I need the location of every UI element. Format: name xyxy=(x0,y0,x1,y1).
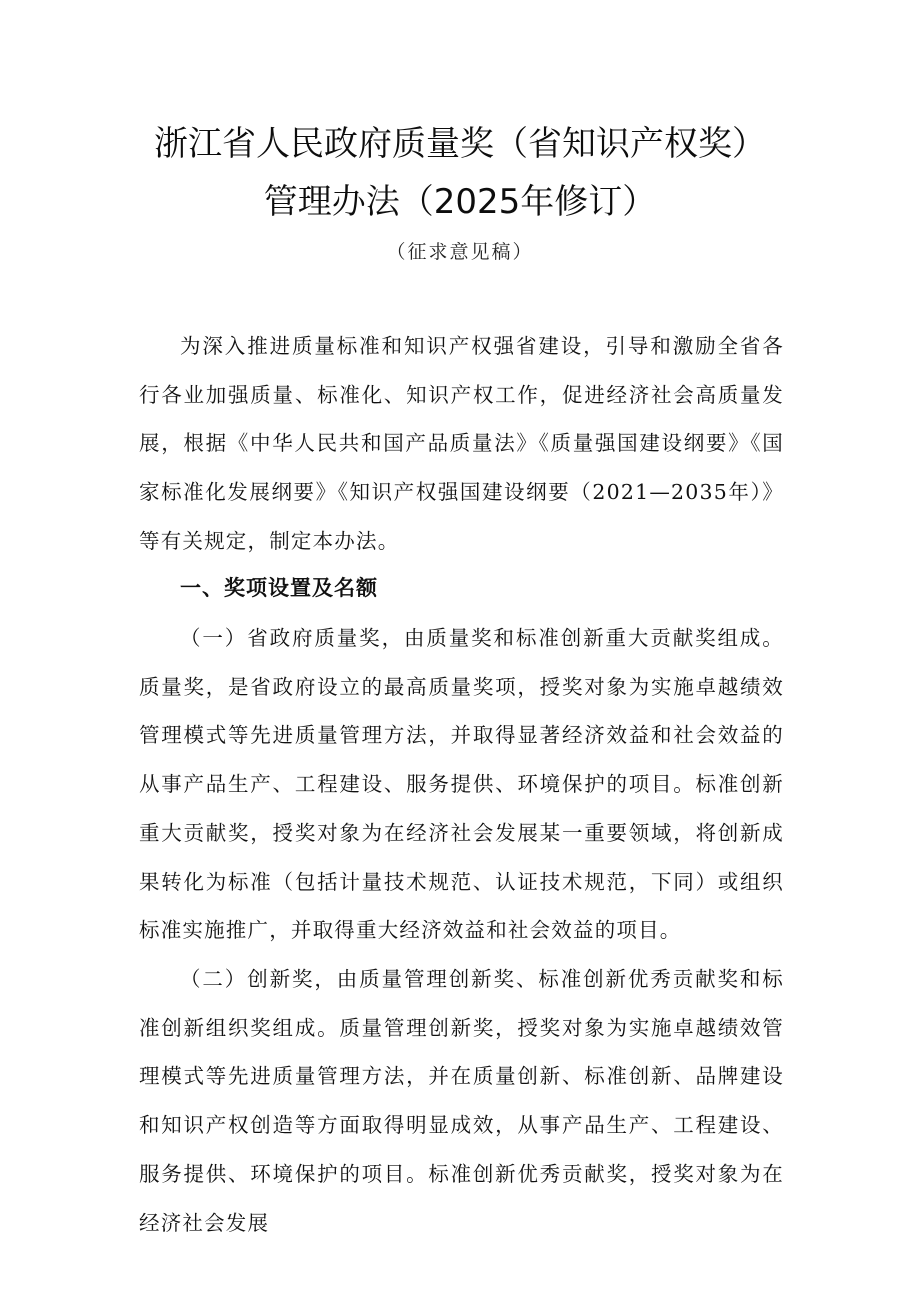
section1-heading: 一、奖项设置及名额 xyxy=(180,576,378,600)
document-subtitle: （征求意见稿） xyxy=(386,241,534,263)
section1-item1-block xyxy=(139,614,784,955)
document-title-line2: 管理办法（2025年修订） xyxy=(263,182,657,222)
section1-item1-paragraph: （一）省政府质量奖，由质量奖和标准创新重大贡献奖组成。质量奖，是省政府设立的最高质量奖项，授奖对象为实施卓越绩效管理模式等先进质量管理方法，并取得显著经济效益和社会效益的从事产品生产、工程建设、服务提供、环境保护的项目。标准创新重大贡献奖，授奖对象为在经济社会发展某一重要领域，将创新成果转化为标准（包括计量技术规范、认证技术规范，下同）或组织标准实施推广，并取得重大经济效益和社会效益的项目。 xyxy=(139,626,784,943)
section1-item2-block xyxy=(139,955,784,1247)
intro-section xyxy=(139,322,784,566)
section1-item2-paragraph: （二）创新奖，由质量管理创新奖、标准创新优秀贡献奖和标准创新组织奖组成。质量管理创新奖，授奖对象为实施卓越绩效管理模式等先进质量管理方法，并在质量创新、标准创新、品牌建设和知识产权创造等方面取得明显成效，从事产品生产、工程建设、服务提供、环境保护的项目。标准创新优秀贡献奖，授奖对象为在经济社会发展 xyxy=(139,967,784,1235)
document-title-line1: 浙江省人民政府质量奖（省知识产权奖） xyxy=(154,124,766,164)
intro-paragraph: 为深入推进质量标准和知识产权强省建设，引导和激励全省各行各业加强质量、标准化、知识产权工作，促进经济社会高质量发展，根据《中华人民共和国产品质量法》《质量强国建设纲要》《国家标准化发展纲要》《知识产权强国建设纲要（2021—2035年）》等有关规定，制定本办法。 xyxy=(139,334,784,553)
